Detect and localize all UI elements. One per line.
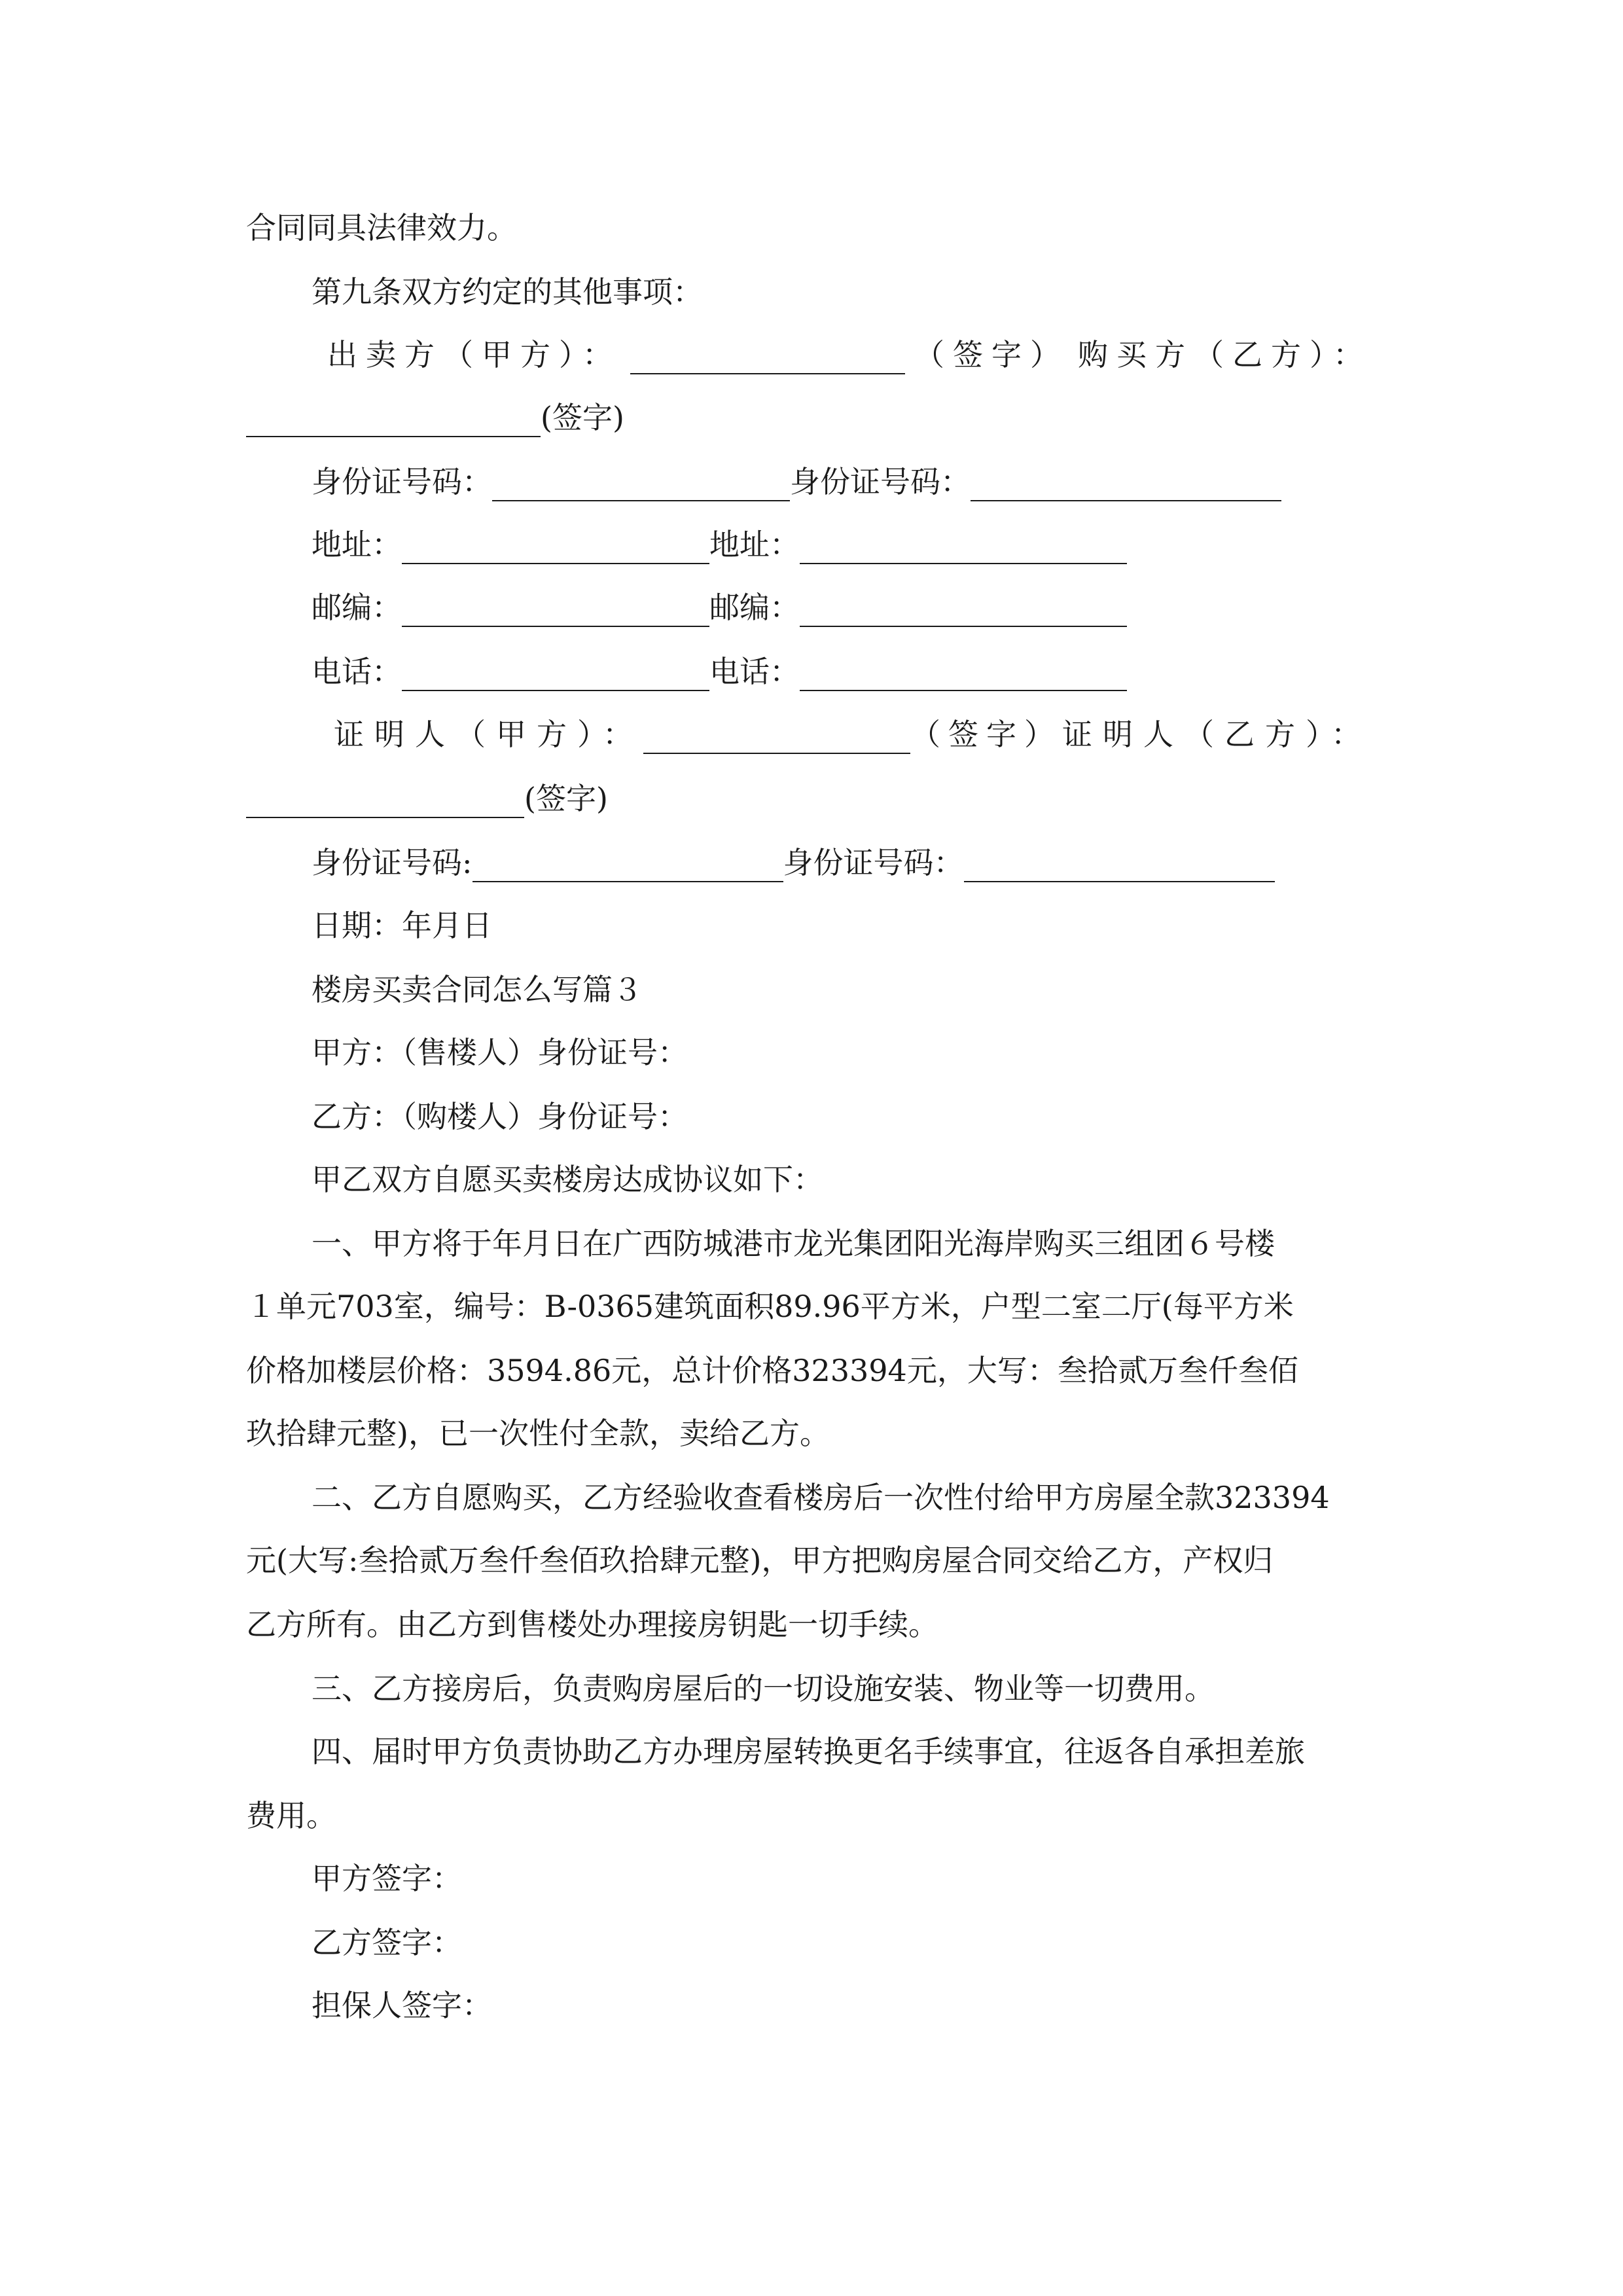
address-row <box>312 525 1127 564</box>
clause-3: 三、乙方接房后，负责购房屋后的一切设施安装、物业等一切费用。 <box>312 1671 1215 1706</box>
zip-row <box>312 588 1127 627</box>
witness-sign-row <box>246 779 608 818</box>
witness-b-label: 证明人（乙方）： <box>1062 717 1372 752</box>
witness-a-blank <box>643 724 910 754</box>
phone-label-a: 电话： <box>312 654 402 689</box>
sign-label: (签字) <box>541 400 624 435</box>
clause-1-line-4: 玖拾肆元整)，已一次性付全款，卖给乙方。 <box>246 1416 830 1451</box>
phone-row <box>312 652 1127 691</box>
party-b-signature: 乙方签字： <box>312 1925 462 1960</box>
zip-blank-a <box>402 597 709 627</box>
agreement-intro: 甲乙双方自愿买卖楼房达成协议如下： <box>312 1162 823 1197</box>
buyer-signature-blank <box>246 407 541 437</box>
buyer-label: 购买方（乙方）： <box>1078 337 1372 372</box>
id-blank-a <box>473 852 783 882</box>
guarantor-signature: 担保人签字： <box>312 1988 492 2023</box>
id-blank-a <box>492 471 790 501</box>
phone-blank-a <box>402 661 709 691</box>
party-a-line: 甲方：（售楼人）身份证号： <box>312 1035 688 1070</box>
clause-4-line-1: 四、届时甲方负责协助乙方办理房屋转换更名手续事宜，往返各自承担差旅 <box>312 1734 1305 1769</box>
address-label-a: 地址： <box>312 527 402 562</box>
text-line: 合同同具法律效力。 <box>246 210 517 245</box>
clause-2-line-1: 二、乙方自愿购买，乙方经验收查看楼房后一次性付给甲方房屋全款323394 <box>312 1480 1330 1515</box>
phone-blank-b <box>800 661 1127 691</box>
witness-a-label: 证明人（甲方）： <box>334 717 643 752</box>
clause-2-line-2: 元(大写:叁拾贰万叁仟叁佰玖拾肆元整)，甲方把购房屋合同交给乙方，产权归 <box>246 1543 1274 1578</box>
zip-blank-b <box>800 597 1127 627</box>
party-a-signature: 甲方签字： <box>312 1861 462 1896</box>
id-row <box>312 462 1281 501</box>
clause-2-line-3: 乙方所有。由乙方到售楼处办理接房钥匙一切手续。 <box>246 1607 938 1642</box>
address-label-b: 地址： <box>709 527 800 562</box>
buyer-sign-row <box>246 398 624 437</box>
clause-1-line-2: １单元703室，编号：B-0365建筑面积89.96平方米，户型二室二厅(每平方米 <box>246 1289 1294 1324</box>
clause-1-line-1: 一、甲方将于年月日在广西防城港市龙光集团阳光海岸购买三组团６号楼 <box>312 1226 1275 1261</box>
witness-b-blank <box>246 788 524 818</box>
id-label-b: 身份证号码： <box>790 464 971 499</box>
address-blank-b <box>800 534 1127 564</box>
witness-row <box>334 715 1372 754</box>
witness-id-row <box>312 843 1275 882</box>
section-heading: 楼房买卖合同怎么写篇３ <box>312 972 643 1007</box>
seller-signature-blank <box>630 344 905 374</box>
phone-label-b: 电话： <box>709 654 800 689</box>
zip-label-a: 邮编： <box>312 590 402 625</box>
sign-label: （签字） <box>910 717 1062 752</box>
article-nine-title: 第九条双方约定的其他事项： <box>312 274 703 310</box>
date-line: 日期：年月日 <box>312 908 492 943</box>
seller-label: 出卖方（甲方）： <box>327 337 621 372</box>
seller-buyer-row <box>327 335 1372 374</box>
sign-label: (签字) <box>524 781 608 816</box>
id-blank-b <box>971 471 1281 501</box>
id-label-a: 身份证号码: <box>312 845 473 880</box>
zip-label-b: 邮编： <box>709 590 800 625</box>
id-blank-b <box>964 852 1275 882</box>
address-blank-a <box>402 534 709 564</box>
party-b-line: 乙方：（购楼人）身份证号： <box>312 1099 688 1134</box>
id-label-a: 身份证号码： <box>312 464 492 499</box>
clause-4-line-2: 费用。 <box>246 1798 336 1833</box>
clause-1-line-3: 价格加楼层价格：3594.86元，总计价格323394元，大写：叁拾贰万叁仟叁佰 <box>246 1353 1298 1388</box>
sign-label: （签字） <box>914 337 1069 372</box>
id-label-b: 身份证号码： <box>783 845 964 880</box>
